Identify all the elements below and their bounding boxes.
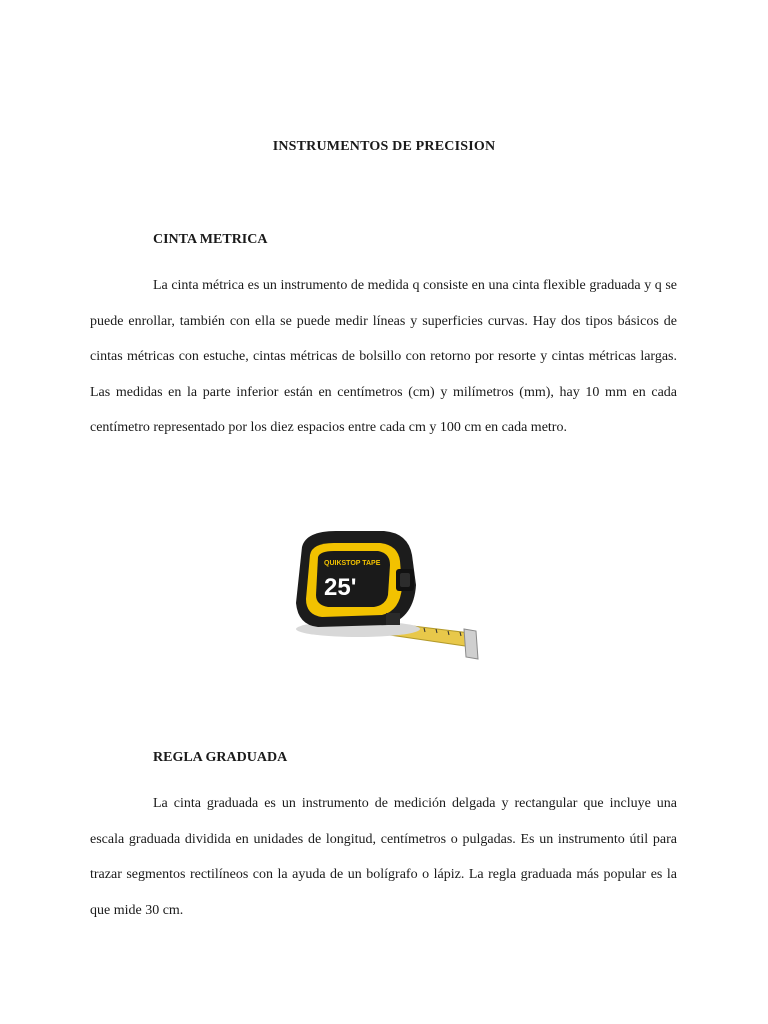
- document-title: INSTRUMENTOS DE PRECISION: [272, 139, 496, 154]
- tape-measure-image: [288, 525, 483, 665]
- section-paragraph-regla-graduada: La cinta graduada es un instrumento de medición delgada y rectangular que incluye una escala graduada dividida en unidades de longitud, centímetros o pulgadas. Es un instrumento útil para trazar segmentos rectilíneos con la ayuda de un bolígrafo o lápiz. La regla graduada más popular es la que mide 30 cm.: [90, 796, 677, 918]
- tape-brand-text: QUIKSTOP TAPE: [324, 560, 381, 567]
- section-paragraph-cinta-metrica: La cinta métrica es un instrumento de medida q consiste en una cinta flexible graduada y q se puede enrollar, también con ella se puede medir líneas y superficies curvas. Hay dos tipos básicos de cintas métricas con estuche, cintas métricas de bolsillo con retorno por resorte y cintas métricas largas. Las medidas en la parte inferior están en centímetros (cm) y milímetros (mm), hay 10 mm en cada centímetro representado por los diez espacios entre cada cm y 100 cm en cada metro.: [90, 278, 677, 436]
- section-heading-cinta-metrica: CINTA METRICA: [153, 232, 268, 247]
- tape-measure-illustration: [288, 525, 483, 665]
- section-heading-regla-graduada: REGLA GRADUADA: [153, 750, 288, 765]
- tape-size-text: 25': [324, 574, 357, 601]
